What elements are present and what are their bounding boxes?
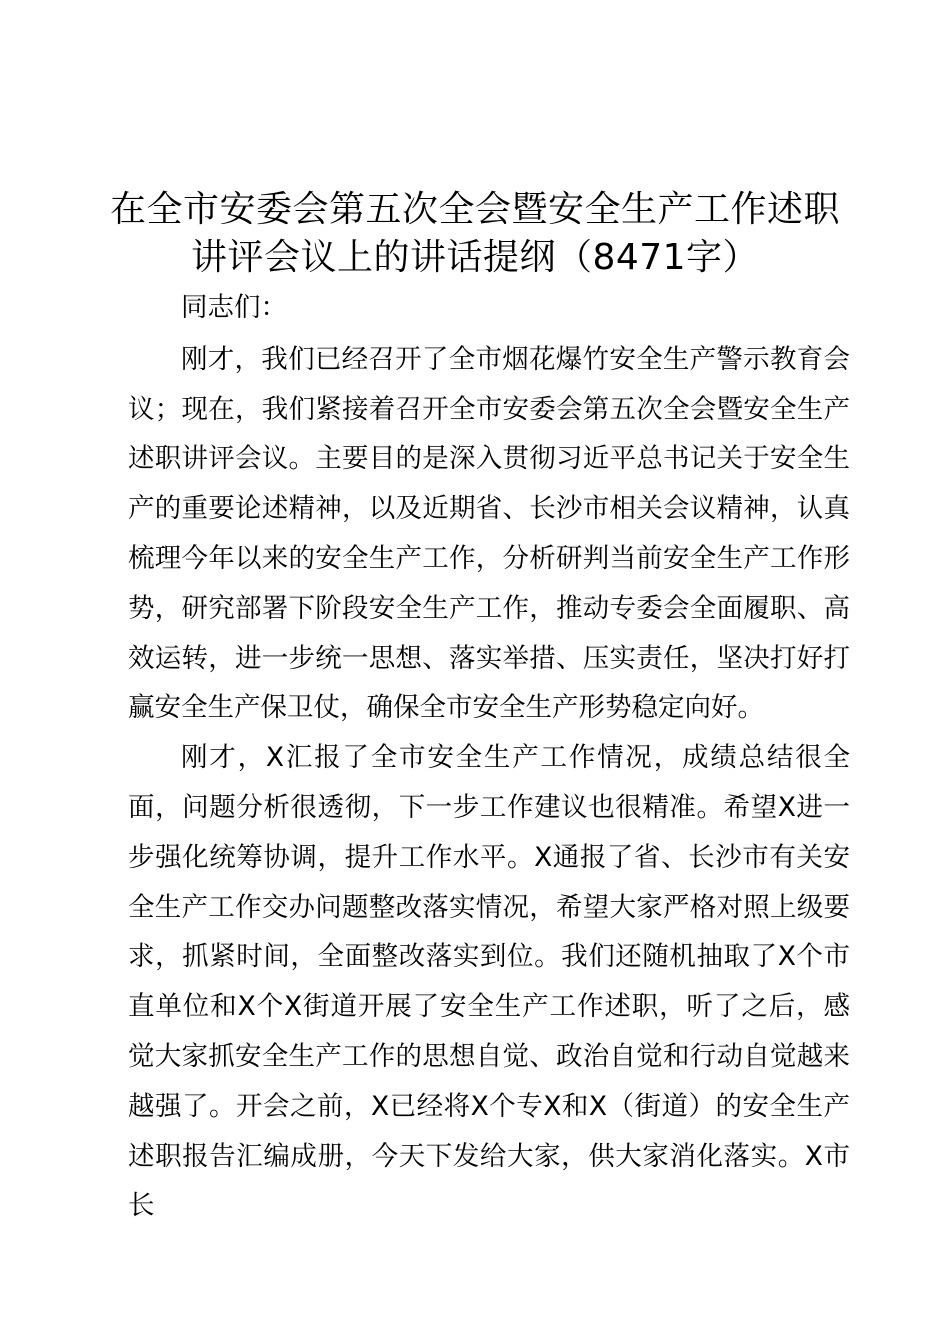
greeting: 同志们： [181,292,287,323]
document-body [128,283,850,1231]
document-title: 在全市安委会第五次全会暨安全生产工作述职讲评会议上的讲话提纲（8471字） [110,189,841,278]
paragraph-2: 刚才，X汇报了全市安全生产工作情况，成绩总结很全面，问题分析很透彻，下一步工作建议也很精准。希望X进一步强化统筹协调，提升工作水平。X通报了省、长沙市有关安全生产工作交办问题整改落实情况，希望大家严格对照上级要求，抓紧时间，全面整改落实到位。我们还随机抽取了X个市直单位和X个X街道开展了安全生产工作述职，听了之后，感觉大家抓安全生产工作的思想自觉、政治自觉和行动自觉越来越强了。开会之前，X已经将X个专X和X（街道）的安全生产述职报告汇编成册，今天下发给大家，供大家消化落实。X市长 [128,742,850,1222]
paragraph-1: 刚才，我们已经召开了全市烟花爆竹安全生产警示教育会议；现在，我们紧接着召开全市安委会第五次全会暨安全生产述职讲评会议。主要目的是深入贯彻习近平总书记关于安全生产的重要论述精神，以及近期省、长沙市相关会议精神，认真梳理今年以来的安全生产工作，分析研判当前安全生产工作形势，研究部署下阶段安全生产工作，推动专委会全面履职、高效运转，进一步统一思想、落实举措、压实责任，坚决打好打赢安全生产保卫仗，确保全市安全生产形势稳定向好。 [128,343,850,724]
